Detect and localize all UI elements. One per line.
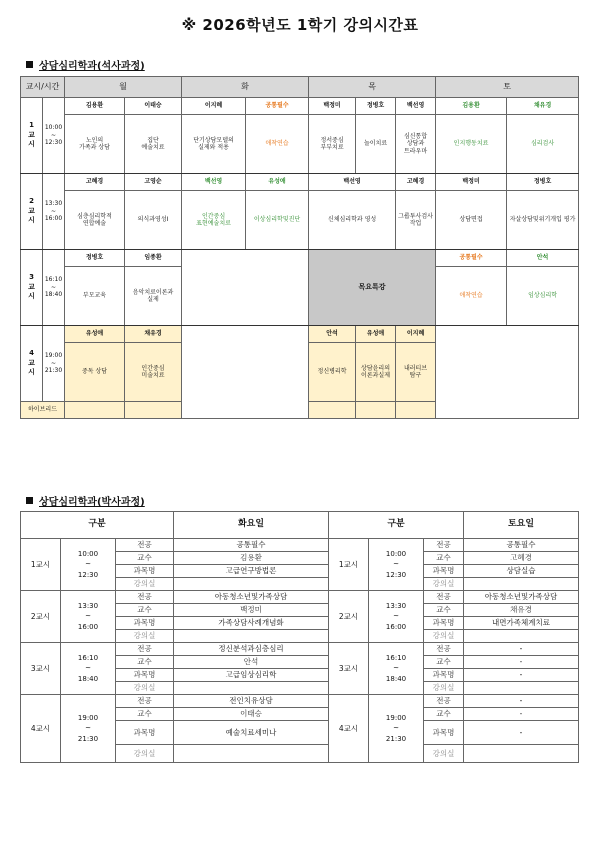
instructor-name: 채유경 [507,98,579,115]
hybrid-label: 하이브리드 [21,402,65,419]
empty-slot [396,402,436,419]
tuesday-value: 아동청소년및가족상담 [174,591,329,604]
course-title: 집단 예술치료 [125,115,182,174]
period-label: 1교시 [21,539,61,591]
field-label: 과목명 [116,721,174,745]
course-title: 신체심리학과 영성 [309,191,396,250]
instructor-name: 유성애 [246,174,309,191]
field-label: 전공 [424,539,464,552]
section-heading-doctoral [26,493,145,508]
course-title: 내러티브 탐구 [396,343,436,402]
tuesday-value [174,745,329,763]
period-label: 2교시 [329,591,369,643]
saturday-value [464,745,579,763]
saturday-value: 상담실습 [464,565,579,578]
field-label: 과목명 [116,617,174,630]
instructor-name: 백선영 [396,98,436,115]
instructor-name: 김용환 [65,98,125,115]
day-header-sat: 토요일 [464,512,579,539]
field-label: 과목명 [424,617,464,630]
tuesday-value: 공통필수 [174,539,329,552]
saturday-value: - [464,695,579,708]
saturday-value: - [464,721,579,745]
empty-slot [436,326,579,419]
tuesday-value: 전인치유상담 [174,695,329,708]
course-title: 그룹투사검사작업 [396,191,436,250]
instructor-name: 백정미 [436,174,507,191]
instructor-name: 정병호 [65,250,125,267]
field-label: 교수 [424,656,464,669]
page-title: ※ 2026학년도 1학기 강의시간표 [181,16,419,34]
doctoral-row [21,539,579,552]
course-title: 단기상담모델의 실제와 적용 [182,115,246,174]
saturday-value [464,682,579,695]
field-label: 강의실 [424,682,464,695]
field-label: 강의실 [116,745,174,763]
time-range: 13:30 ~ 16:00 [43,174,65,250]
instructor-name: 정병호 [356,98,396,115]
saturday-value: 고혜경 [464,552,579,565]
common-required-label: 공통필수 [246,98,309,115]
time-range: 19:00 ~ 21:30 [369,695,424,763]
course-title: 상담면접 [436,191,507,250]
instructor-name: 유성애 [356,326,396,343]
course-title: 심층심리학적 연합예술 [65,191,125,250]
course-title: 정신병리학 [309,343,356,402]
instructor-name: 백선영 [182,174,246,191]
day-header-tue: 화 [182,77,309,98]
field-label: 과목명 [116,669,174,682]
field-label: 과목명 [424,565,464,578]
field-label: 과목명 [424,669,464,682]
saturday-value: 내면가족체계치료 [464,617,579,630]
period-label: 3 교 시 [21,250,43,326]
saturday-value: - [464,643,579,656]
period-label: 4교시 [21,695,61,763]
saturday-value: - [464,656,579,669]
instructor-name: 이지혜 [182,98,246,115]
tuesday-value: 백정미 [174,604,329,617]
header-row [21,512,579,539]
section-heading-masters [26,57,145,72]
course-title: 자살상담및위기개입 평가 [507,191,579,250]
field-label: 전공 [424,695,464,708]
course-title: 심리검사 [507,115,579,174]
field-label: 강의실 [424,745,464,763]
field-label: 교수 [116,708,174,721]
instructor-name: 이태승 [125,98,182,115]
course-title: 인간중심 표현예술치료 [182,191,246,250]
course-title: 임상심리학 [507,267,579,326]
field-label: 전공 [424,643,464,656]
instructor-name: 백선영 [309,174,396,191]
saturday-value: 채유경 [464,604,579,617]
time-range: 10:00 ~ 12:30 [43,98,65,174]
period2-names-row [21,174,579,191]
common-required-label: 공통필수 [436,250,507,267]
empty-slot [356,402,396,419]
instructor-name: 채유경 [125,326,182,343]
time-range: 13:30 ~ 16:00 [61,591,116,643]
period-label: 4교시 [329,695,369,763]
field-label: 전공 [424,591,464,604]
period-label: 1교시 [329,539,369,591]
gubun-header-sat: 구분 [329,512,464,539]
instructor-name: 안석 [309,326,356,343]
course-title: 노인의 가족과 상담 [65,115,125,174]
empty-slot [125,402,182,419]
time-range: 10:00 ~ 12:30 [369,539,424,591]
instructor-name: 고혜경 [65,174,125,191]
period4-names-row [21,326,579,343]
field-label: 강의실 [116,682,174,695]
course-title: 심신통합 상담과 트라우마 [396,115,436,174]
saturday-value [464,630,579,643]
doctoral-row [21,591,579,604]
field-label: 강의실 [116,578,174,591]
course-title: 인간중심 미술치료 [125,343,182,402]
course-title: 놀이치료 [356,115,396,174]
field-label: 교수 [116,604,174,617]
instructor-name: 유성애 [65,326,125,343]
period2-subjects-row [21,191,579,250]
period-label: 3교시 [21,643,61,695]
time-range: 19:00 ~ 21:30 [61,695,116,763]
time-range: 19:00 ~ 21:30 [43,326,65,402]
square-bullet-icon [26,497,33,504]
tuesday-value: 안석 [174,656,329,669]
field-label: 전공 [116,539,174,552]
tuesday-value: 고급임상심리학 [174,669,329,682]
time-range: 16:10 ~ 18:40 [61,643,116,695]
period-label: 3교시 [329,643,369,695]
day-header-sat: 토 [436,77,579,98]
field-label: 교수 [424,708,464,721]
day-header-thu: 목 [309,77,436,98]
instructor-name: 김용환 [436,98,507,115]
saturday-value: 아동청소년및가족상담 [464,591,579,604]
tuesday-value [174,682,329,695]
field-label: 교수 [116,656,174,669]
course-title: 음악치료이론과 실제 [125,267,182,326]
instructor-name: 임종환 [125,250,182,267]
field-label: 과목명 [424,721,464,745]
field-label: 교수 [424,604,464,617]
time-range: 13:30 ~ 16:00 [369,591,424,643]
tuesday-value: 정신분석과심층심리 [174,643,329,656]
masters-timetable [20,76,579,419]
course-title: 의식과영성Ⅰ [125,191,182,250]
period3-names-row [21,250,579,267]
tuesday-value: 고급연구방법론 [174,565,329,578]
section-label: 상담심리학과(박사과정) [39,497,145,508]
period-label: 1 교 시 [21,98,43,174]
instructor-name: 이지혜 [396,326,436,343]
course-title: 애착연습 [436,267,507,326]
thursday-special-lecture: 목요특강 [309,250,436,326]
doctoral-timetable [20,511,579,763]
saturday-value [464,578,579,591]
period-label: 4 교 시 [21,326,43,402]
period-time-header: 교시/시간 [21,77,65,98]
course-title: 부모교육 [65,267,125,326]
course-title: 애착연습 [246,115,309,174]
course-title: 상담윤리의 이론과실제 [356,343,396,402]
field-label: 강의실 [116,630,174,643]
saturday-value: - [464,708,579,721]
field-label: 교수 [116,552,174,565]
course-title: 이상심리학및진단 [246,191,309,250]
instructor-name: 안석 [507,250,579,267]
course-title: 중독 상담 [65,343,125,402]
saturday-value: - [464,669,579,682]
course-title: 인지행동치료 [436,115,507,174]
saturday-value: 공통필수 [464,539,579,552]
tuesday-value: 김용환 [174,552,329,565]
empty-slot [182,326,309,419]
doctoral-row [21,643,579,656]
empty-slot [65,402,125,419]
gubun-header-tue: 구분 [21,512,174,539]
field-label: 과목명 [116,565,174,578]
instructor-name: 고영순 [125,174,182,191]
tuesday-value [174,630,329,643]
tuesday-value: 가족상담사례개념화 [174,617,329,630]
header-row [21,77,579,98]
empty-slot [182,250,309,326]
field-label: 강의실 [424,578,464,591]
field-label: 전공 [116,591,174,604]
instructor-name: 정병호 [507,174,579,191]
tuesday-value: 예술치료세미나 [174,721,329,745]
doctoral-row [21,695,579,708]
field-label: 전공 [116,643,174,656]
period1-subjects-row [21,115,579,174]
period-label: 2교시 [21,591,61,643]
time-range: 16:10 ~ 18:40 [369,643,424,695]
period-label: 2 교 시 [21,174,43,250]
field-label: 전공 [116,695,174,708]
time-range: 10:00 ~ 12:30 [61,539,116,591]
tuesday-value [174,578,329,591]
square-bullet-icon [26,61,33,68]
field-label: 교수 [424,552,464,565]
field-label: 강의실 [424,630,464,643]
instructor-name: 고혜경 [396,174,436,191]
instructor-name: 백정미 [309,98,356,115]
day-header-tue: 화요일 [174,512,329,539]
section-label: 상담심리학과(석사과정) [39,61,145,72]
empty-slot [309,402,356,419]
course-title: 정서중심 부부치료 [309,115,356,174]
period1-names-row [21,98,579,115]
day-header-mon: 월 [65,77,182,98]
time-range: 16:10 ~ 18:40 [43,250,65,326]
tuesday-value: 이태승 [174,708,329,721]
